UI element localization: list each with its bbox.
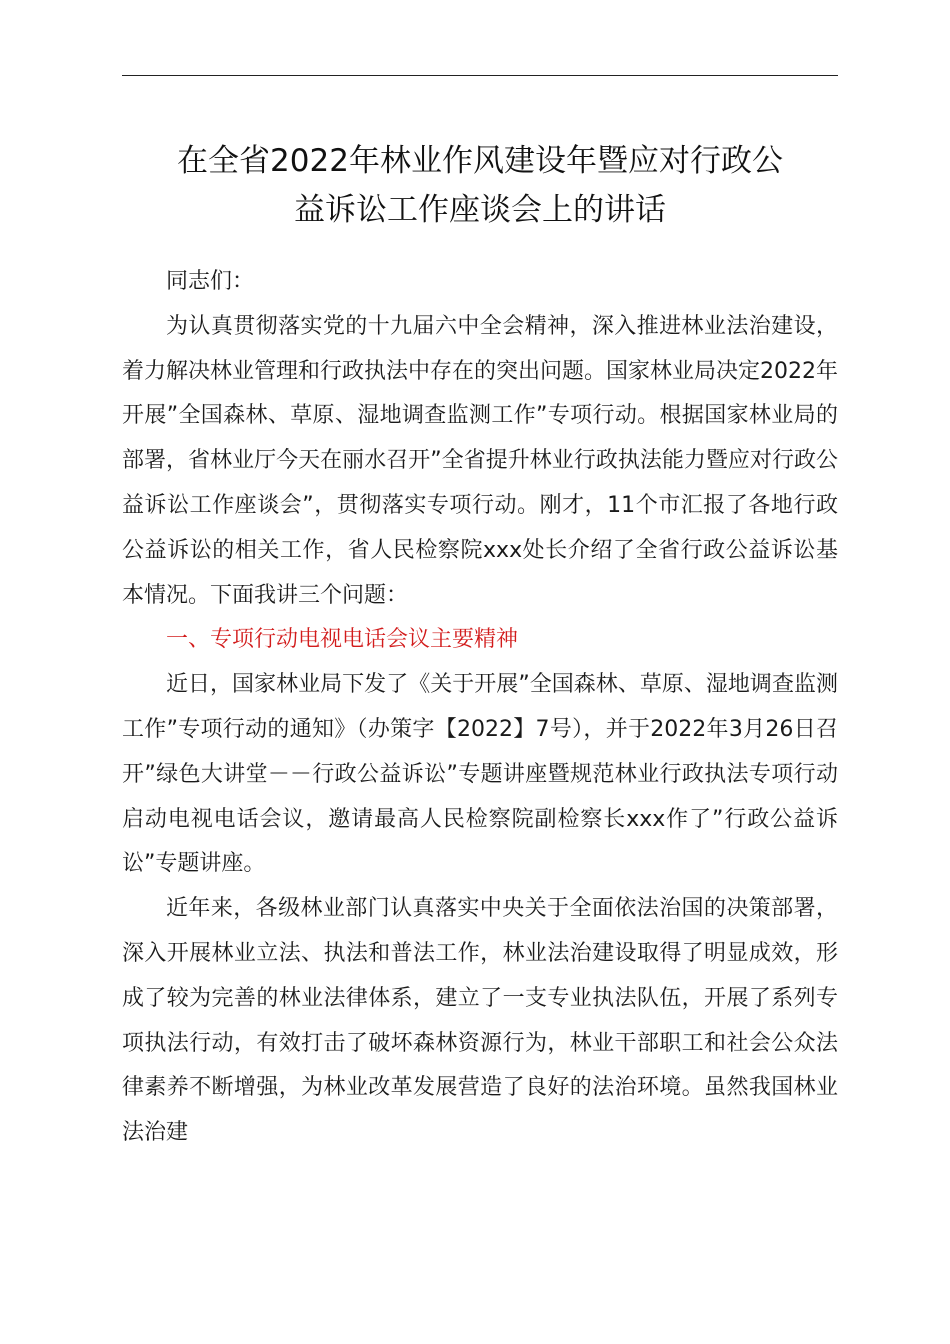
header-rule — [122, 75, 838, 76]
salutation: 同志们： — [166, 269, 255, 294]
title-line-2: 益诉讼工作座谈会上的讲话 — [294, 192, 666, 228]
document-title — [110, 137, 850, 235]
paragraph-notice: 近日，国家林业局下发了《关于开展”全国森林、草原、湿地调查监测工作”专项行动的通知》（办策字【2022】7号），并于2022年3月26日召开”绿色大讲堂－－行政公益诉讼”专题讲座暨规范林业行政执法专项行动启动电视电话会议，邀请最高人民检察院副检察长xxx作了”行政公益诉讼”专题讲座。 — [122, 672, 838, 877]
paragraph-intro: 为认真贯彻落实党的十九届六中全会精神，深入推进林业法治建设，着力解决林业管理和行政执法中存在的突出问题。国家林业局决定2022年开展”全国森林、草原、湿地调查监测工作”专项行动。根据国家林业局的部署，省林业厅今天在丽水召开”全省提升林业行政执法能力暨应对行政公益诉讼工作座谈会”，贯彻落实专项行动。刚才，11个市汇报了各地行政公益诉讼的相关工作，省人民检察院xxx处长介绍了全省行政公益诉讼基本情况。下面我讲三个问题： — [122, 313, 838, 608]
paragraph-achievements: 近年来，各级林业部门认真落实中央关于全面依法治国的决策部署，深入开展林业立法、执法和普法工作，林业法治建设取得了明显成效，形成了较为完善的林业法律体系，建立了一支专业执法队伍，开展了系列专项执法行动，有效打击了破坏森林资源行为，林业干部职工和社会公众法律素养不断增强，为林业改革发展营造了良好的法治环境。虽然我国林业法治建 — [122, 896, 838, 1146]
section-heading-1: 一、专项行动电视电话会议主要精神 — [166, 627, 519, 653]
document-body — [122, 260, 838, 1156]
title-line-1: 在全省2022年林业作风建设年暨应对行政公 — [177, 143, 783, 179]
